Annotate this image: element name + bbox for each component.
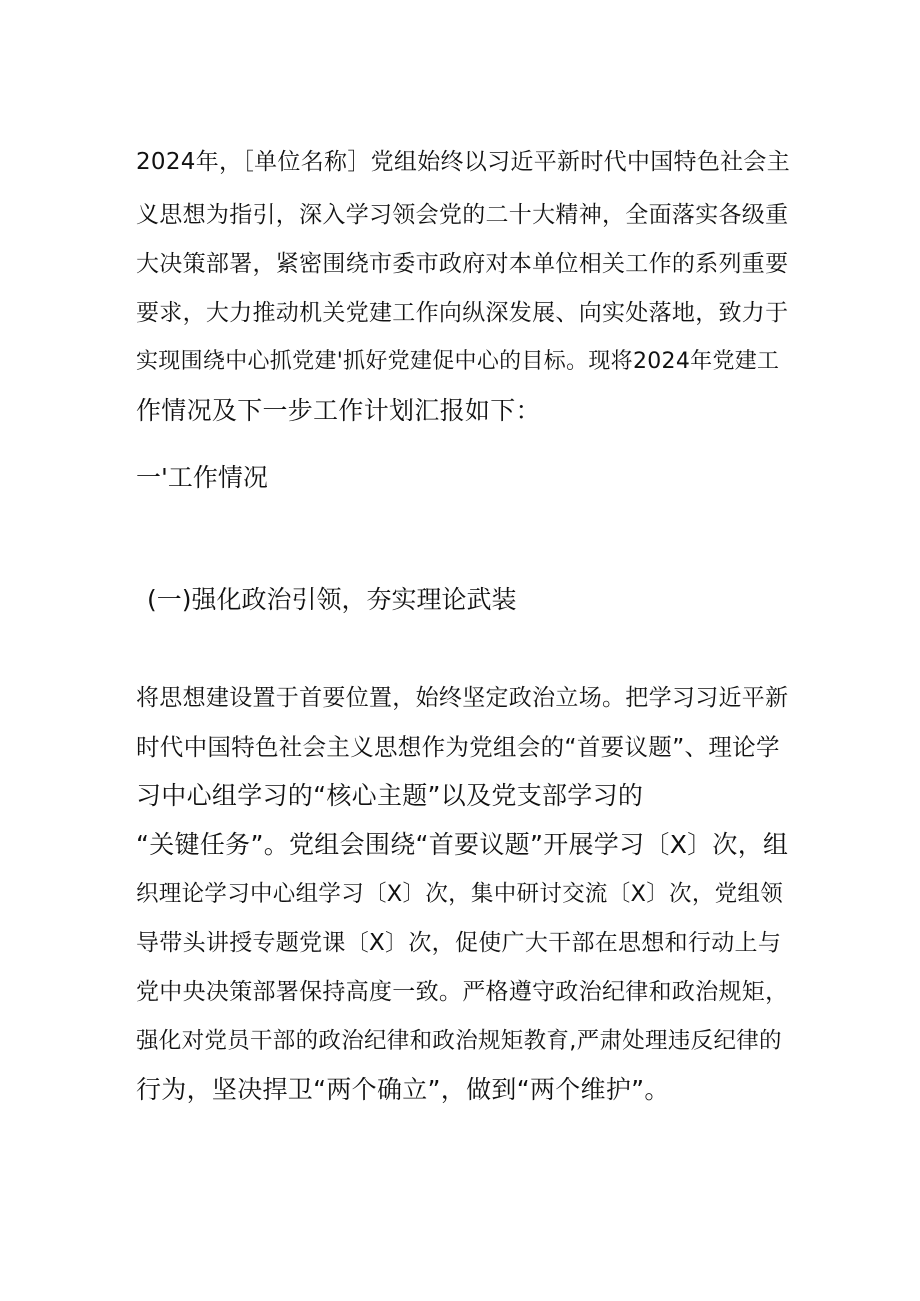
- section-heading: 一'工作情况: [136, 463, 268, 492]
- subsection-heading: (一)强化政治引领，夯实理论武装: [147, 585, 517, 614]
- intro-line: 2024年，［单位名称］党组始终以习近平新时代中国特色社会主: [136, 149, 791, 175]
- intro-line: 要求，大力推动机关党建工作向纵深发展、向实处落地，致力于: [136, 300, 789, 326]
- body-line: 党中央决策部署保持高度一致。严格遵守政治纪律和政治规矩，: [136, 979, 789, 1005]
- body-line: 将思想建设置于首要位置，始终坚定政治立场。把学习习近平新: [136, 685, 789, 711]
- body-line: 时代中国特色社会主义思想作为党组会的“首要议题”、理论学: [136, 733, 780, 761]
- intro-line: 作情况及下一步工作计划汇报如下：: [136, 396, 541, 425]
- body-line: “关键任务”。党组会围绕“首要议题”开展学习〔X〕次，组: [136, 830, 789, 859]
- body-line: 习中心组学习的“核心主题”以及党支部学习的: [136, 781, 644, 810]
- body-line: 织理论学习中心组学习〔X〕次，集中研讨交流〔X〕次，党组领: [136, 881, 784, 907]
- intro-line: 实现围绕中心抓党建'抓好党建促中心的目标。现将2024年党建工: [136, 349, 780, 374]
- body-line: 行为，坚决捍卫“两个确立”，做到“两个维护”。: [136, 1075, 670, 1104]
- body-line: 导带头讲授专题党课〔X〕次，促使广大干部在思想和行动上与: [136, 930, 782, 956]
- intro-line: 义思想为指引，深入学习领会党的二十大精神，全面落实各级重: [136, 202, 789, 228]
- intro-line: 大决策部署，紧密围绕市委市政府对本单位相关工作的系列重要: [136, 251, 789, 277]
- body-line: 强化对党员干部的政治纪律和政治规矩教育,严肃处理违反纪律的: [136, 1028, 782, 1054]
